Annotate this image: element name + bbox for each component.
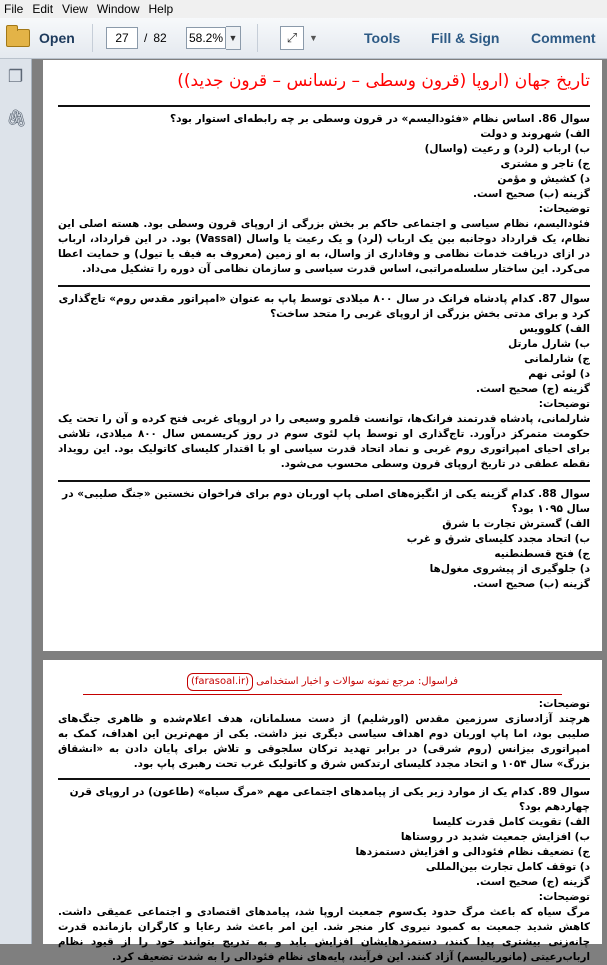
answer: گزینه (ب) صحیح است.: [473, 578, 590, 590]
divider: [58, 778, 590, 780]
menu-edit[interactable]: Edit: [32, 2, 54, 16]
pdf-page-28: [43, 660, 602, 963]
answer: گزینه (ب) صحیح است.: [473, 188, 590, 200]
pdf-page-27: [43, 60, 602, 651]
divider: [58, 285, 590, 287]
fill-sign-link[interactable]: Fill & Sign: [431, 30, 500, 46]
explanation-label: توضیحات:: [538, 891, 590, 903]
zoom-input[interactable]: 58.2%: [186, 27, 226, 49]
chevron-down-icon[interactable]: ▼: [309, 33, 318, 43]
answer: گزینه (ج) صحیح است.: [476, 383, 590, 395]
option-a: الف) تقویت کامل قدرت کلیسا: [432, 816, 590, 828]
explanation-label: توضیحات:: [538, 203, 590, 215]
tools-link[interactable]: Tools: [364, 30, 401, 46]
attachments-icon[interactable]: 🖇: [6, 109, 28, 129]
page-title: تاریخ جهان (اروپا (قرون وسطی – رنسانس – قرون جدید)): [177, 71, 590, 91]
explanation-label: توضیحات:: [538, 698, 590, 710]
option-d: د) توقف کامل تجارت بین‌المللی: [425, 861, 590, 873]
explanation: شارلمانی، پادشاه قدرتمند فرانک‌ها، توانست قلمرو وسیعی را در اروپای غربی فتح کرده و آن را تحت یک حکومت متمرکز درآورد. تاج‌گذاری او توسط پاپ لئوی سوم در روز کریسمس سال ۸۰۰ میلادی، تلاشی برای احیای امپراتوری روم غربی و نماد اتحاد قدرت سیاسی او با اقتدار کلیسای کاتولیک بود. این رویداد نقطه عطفی در تاریخ اروپای قرون وسطی محسوب می‌شود.: [58, 413, 590, 470]
option-b: ب) شارل مارتل: [508, 338, 590, 350]
open-button[interactable]: [6, 18, 75, 58]
page-thumbnails-icon[interactable]: ❐: [7, 67, 24, 87]
page-header: [43, 660, 602, 691]
option-b: ب) اتحاد مجدد کلیسای شرق و غرب: [406, 533, 590, 545]
option-a: الف) کلوویس: [519, 323, 590, 335]
page-separator: /: [144, 31, 148, 45]
question-86: سوال 86. اساس نظام «فئودالیسم» در قرون وسطی بر چه رابطه‌ای استوار بود؟: [169, 113, 590, 125]
question-87: سوال 87. کدام پادشاه فرانک در سال ۸۰۰ میلادی توسط پاپ به عنوان «امپراتور مقدس روم» تاج‌گذاری کرد و برای مدتی بخش بزرگی از اروپای غربی را متحد ساخت؟: [58, 293, 590, 320]
option-c: ج) فتح قسطنطنیه: [494, 548, 590, 560]
folder-icon: [6, 29, 30, 47]
menu-file[interactable]: File: [4, 2, 24, 16]
comment-link[interactable]: Comment: [531, 30, 596, 46]
question-89: سوال 89. کدام یک از موارد زیر یکی از پیامدهای اجتماعی مهم «مرگ سیاه» (طاعون) در اروپای قرن چهاردهم بود؟: [69, 786, 590, 813]
explanation: مرگ سیاه که باعث مرگ حدود یک‌سوم جمعیت اروپا شد، پیامدهای اقتصادی و اجتماعی عمیقی داشت. کاهش شدید جمعیت به کمبود نیروی کار منجر شد. این امر باعث شد رعایا و کارگران بازمانده قدرت چانه‌زنی بیشتری پیدا کنند، دستمزدهایشان افزایش یابد و به تدریج بتوانند خود را از قیود نظام ارباب‌رعیتی (مانوریالیسم) آزاد کنند. این فرآیند، پایه‌های نظام فئودالی را به شدت تضعیف کرد.: [58, 906, 590, 963]
option-d: د) کشیش و مؤمن: [497, 173, 590, 185]
option-a: الف) گسترش تجارت با شرق: [442, 518, 590, 530]
divider: [58, 105, 590, 107]
fit-page-icon[interactable]: ⤢: [280, 26, 304, 50]
option-c: ج) تاجر و مشتری: [500, 158, 590, 170]
divider: [58, 480, 590, 482]
page-number-input[interactable]: 27: [106, 27, 138, 49]
option-b: ب) ارباب (لرد) و رعیت (واسال): [424, 143, 590, 155]
option-d: د) لوئی نهم: [528, 368, 590, 380]
menu-bar: [0, 0, 607, 19]
option-d: د) جلوگیری از پیشروی مغول‌ها: [429, 563, 590, 575]
toolbar: [0, 18, 607, 59]
option-b: ب) افزایش جمعیت شدید در روستاها: [400, 831, 590, 843]
open-label: Open: [39, 30, 75, 46]
explanation-label: توضیحات:: [538, 398, 590, 410]
navigation-pane: [0, 59, 32, 944]
option-c: ج) تضعیف نظام فئودالی و افزایش دستمزدها: [355, 846, 590, 858]
menu-help[interactable]: Help: [148, 2, 174, 16]
toolbar-divider: [92, 24, 93, 52]
option-c: ج) شارلمانی: [524, 353, 590, 365]
zoom-dropdown-icon[interactable]: ▼: [226, 26, 241, 50]
total-pages: 82: [153, 31, 167, 45]
explanation: فئودالیسم، نظام سیاسی و اجتماعی حاکم بر بخش بزرگی از اروپای قرون وسطی بود. هسته اصلی این نظام، یک قرارداد دوجانبه بین یک ارباب (لرد) و یک رعیت یا واسال (Vassal) بود. در این قرارداد، ارباب در ازای دریافت خدمات نظامی و وفاداری از واسال، به او زمین (معروف به فیف یا تیول) و حمایت اعطا می‌کرد. این ساختار سلسله‌مراتبی، اساس قدرت سیاسی و سازمان نظامی آن دوره را تشکیل می‌داد.: [58, 218, 590, 275]
menu-view[interactable]: View: [62, 2, 88, 16]
answer: گزینه (ج) صحیح است.: [476, 876, 590, 888]
option-a: الف) شهروند و دولت: [480, 128, 590, 140]
toolbar-divider: [257, 24, 258, 52]
question-88: سوال 88. کدام گزینه یکی از انگیزه‌های اصلی پاپ اوربان دوم برای فراخوان نخستین «جنگ صلیبی» در سال ۱۰۹۵ بود؟: [62, 488, 590, 515]
header-brand[interactable]: (farasoal.ir): [187, 673, 253, 691]
menu-window[interactable]: Window: [96, 2, 140, 16]
header-text: فراسوال: مرجع نمونه سوالات و اخبار استخدامی: [256, 676, 459, 687]
explanation: هرچند آزادسازی سرزمین مقدس (اورشلیم) از دست مسلمانان، هدف اعلام‌شده و ظاهری جنگ‌های صلیبی بود، اما پاپ اوربان دوم اهداف سیاسی دیگری نیز داشت. یکی از مهم‌ترین این اهداف، کمک به امپراتوری بیزانس (روم شرقی) در برابر تهدید ترکان سلجوقی و تلاش برای پایان دادن به «انشقاق بزرگ» سال ۱۰۵۴ و اتحاد مجدد کلیسای ارتدکس شرق و کاتولیک غرب تحت رهبری پاپ بود.: [58, 713, 590, 770]
